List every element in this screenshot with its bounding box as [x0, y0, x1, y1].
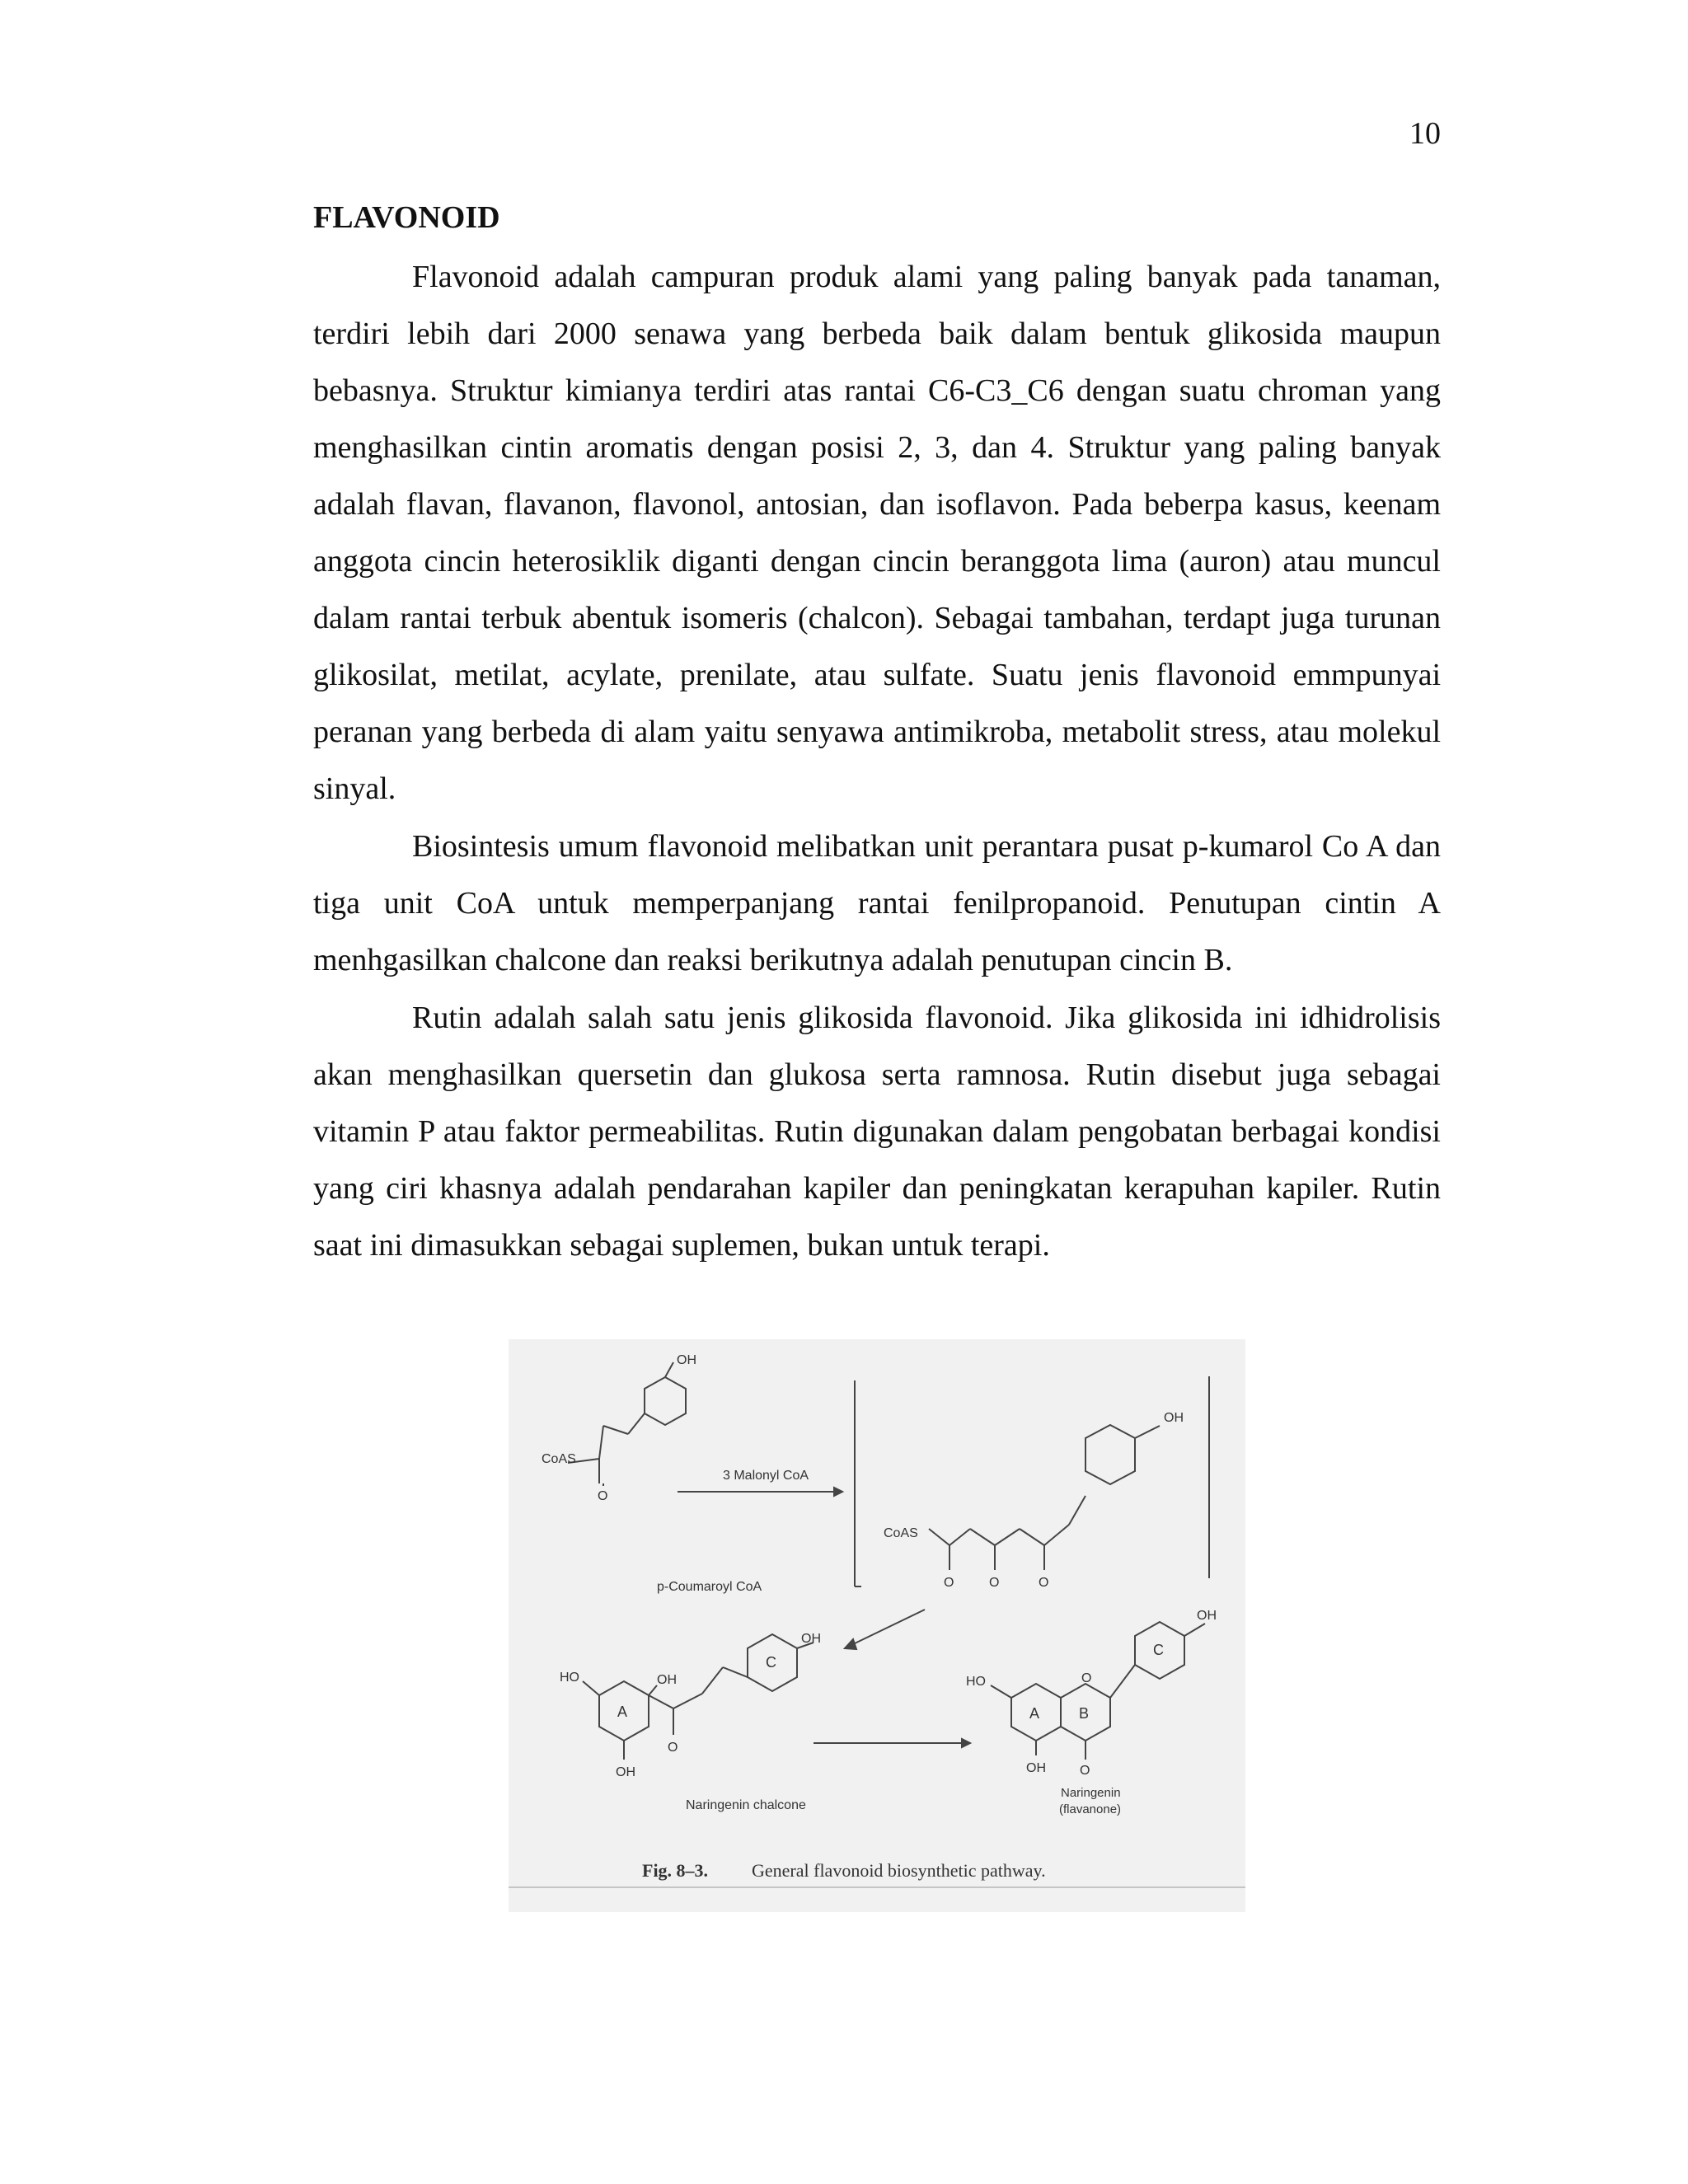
label-ring-c: C: [766, 1654, 776, 1671]
page-number: 10: [1409, 116, 1441, 151]
paragraph: Rutin adalah salah satu jenis glikosida flavonoid. Jika glikosida ini idhidrolisis akan menghasilkan quersetin dan glukosa serta ramnosa. Rutin disebut juga sebagai vitamin P atau faktor permeabilitas. Rutin digunakan dalam pengobatan berbagai kondisi yang ciri khasnya adalah pendarahan kapiler dan peningkatan kerapuhan kapiler. Rutin saat ini dimasukkan sebagai suplemen, bukan untuk terapi.: [313, 1001, 1441, 1263]
label-ring-b: B: [1079, 1705, 1090, 1722]
label-ho: HO: [966, 1675, 986, 1689]
paragraph-1-block: [313, 249, 1441, 818]
label-ring-a: A: [1029, 1705, 1040, 1722]
label-o: O: [944, 1576, 954, 1590]
label-malonyl: 3 Malonyl CoA: [723, 1469, 809, 1483]
paragraph: Flavonoid adalah campuran produk alami yang paling banyak pada tanaman, terdiri lebih dari 2000 senawa yang berbeda baik dalam bentuk glikosida maupun bebasnya. Struktur kimianya terdiri atas rantai C6-C3_C6 dengan suatu chroman yang menghasilkan cintin aromatis dengan posisi 2, 3, dan 4. Struktur yang paling banyak adalah flavan, flavanon, flavonol, antosian, dan isoflavon. Pada beberpa kasus, keenam anggota cincin heterosiklik diganti dengan cincin beranggota lima (auron) atau muncul dalam rantai terbuk abentuk isomeris (chalcon). Sebagai tambahan, terdapt juga turunan glikosilat, metilat, acylate, prenilate, atau sulfate. Suatu jenis flavonoid emmpunyai peranan yang berbeda di alam yaitu senyawa antimikroba, metabolit stress, atau molekul sinyal.: [313, 260, 1441, 806]
label-oh: OH: [616, 1765, 635, 1779]
label-coumaroyl: p-Coumaroyl CoA: [657, 1580, 762, 1594]
paragraph-3-block: [313, 990, 1441, 1274]
label-ring-c: C: [1153, 1642, 1164, 1658]
label-oh: OH: [1026, 1761, 1046, 1775]
label-o: O: [1039, 1576, 1049, 1590]
label-o: O: [598, 1489, 608, 1503]
label-o: O: [989, 1576, 1000, 1590]
label-o: O: [1081, 1671, 1092, 1685]
label-o: O: [668, 1741, 678, 1755]
paragraph: Biosintesis umum flavonoid melibatkan unit perantara pusat p-kumarol Co A dan tiga unit CoA untuk memperpanjang rantai fenilpropanoid. Penutupan cintin A menhgasilkan chalcone dan reaksi berikutnya adalah penutupan cincin B.: [313, 829, 1441, 977]
label-coas: CoAS: [542, 1452, 576, 1466]
label-o: O: [1080, 1764, 1090, 1778]
label-coas: CoAS: [884, 1526, 918, 1540]
label-oh: OH: [677, 1353, 696, 1367]
figure-caption-number: Fig. 8–3.: [642, 1860, 709, 1881]
label-naringenin: Naringenin: [1061, 1786, 1121, 1800]
label-oh: OH: [1197, 1609, 1217, 1623]
label-oh: OH: [801, 1632, 821, 1646]
label-ring-a: A: [617, 1704, 628, 1720]
pathway-diagram: [509, 1339, 1245, 1912]
paragraph-2-block: [313, 818, 1441, 989]
label-ho: HO: [560, 1671, 579, 1685]
figure-caption-text: General flavonoid biosynthetic pathway.: [752, 1860, 1046, 1881]
label-chalcone: Naringenin chalcone: [686, 1798, 806, 1812]
label-oh: OH: [657, 1673, 677, 1687]
label-flavanone: (flavanone): [1059, 1802, 1122, 1816]
label-oh: OH: [1164, 1411, 1184, 1425]
polyketide-ring: [1085, 1425, 1135, 1484]
flavonoid-pathway-figure: [509, 1339, 1245, 1912]
coumaroyl-ring: [645, 1377, 686, 1425]
section-heading: FLAVONOID: [313, 200, 500, 235]
